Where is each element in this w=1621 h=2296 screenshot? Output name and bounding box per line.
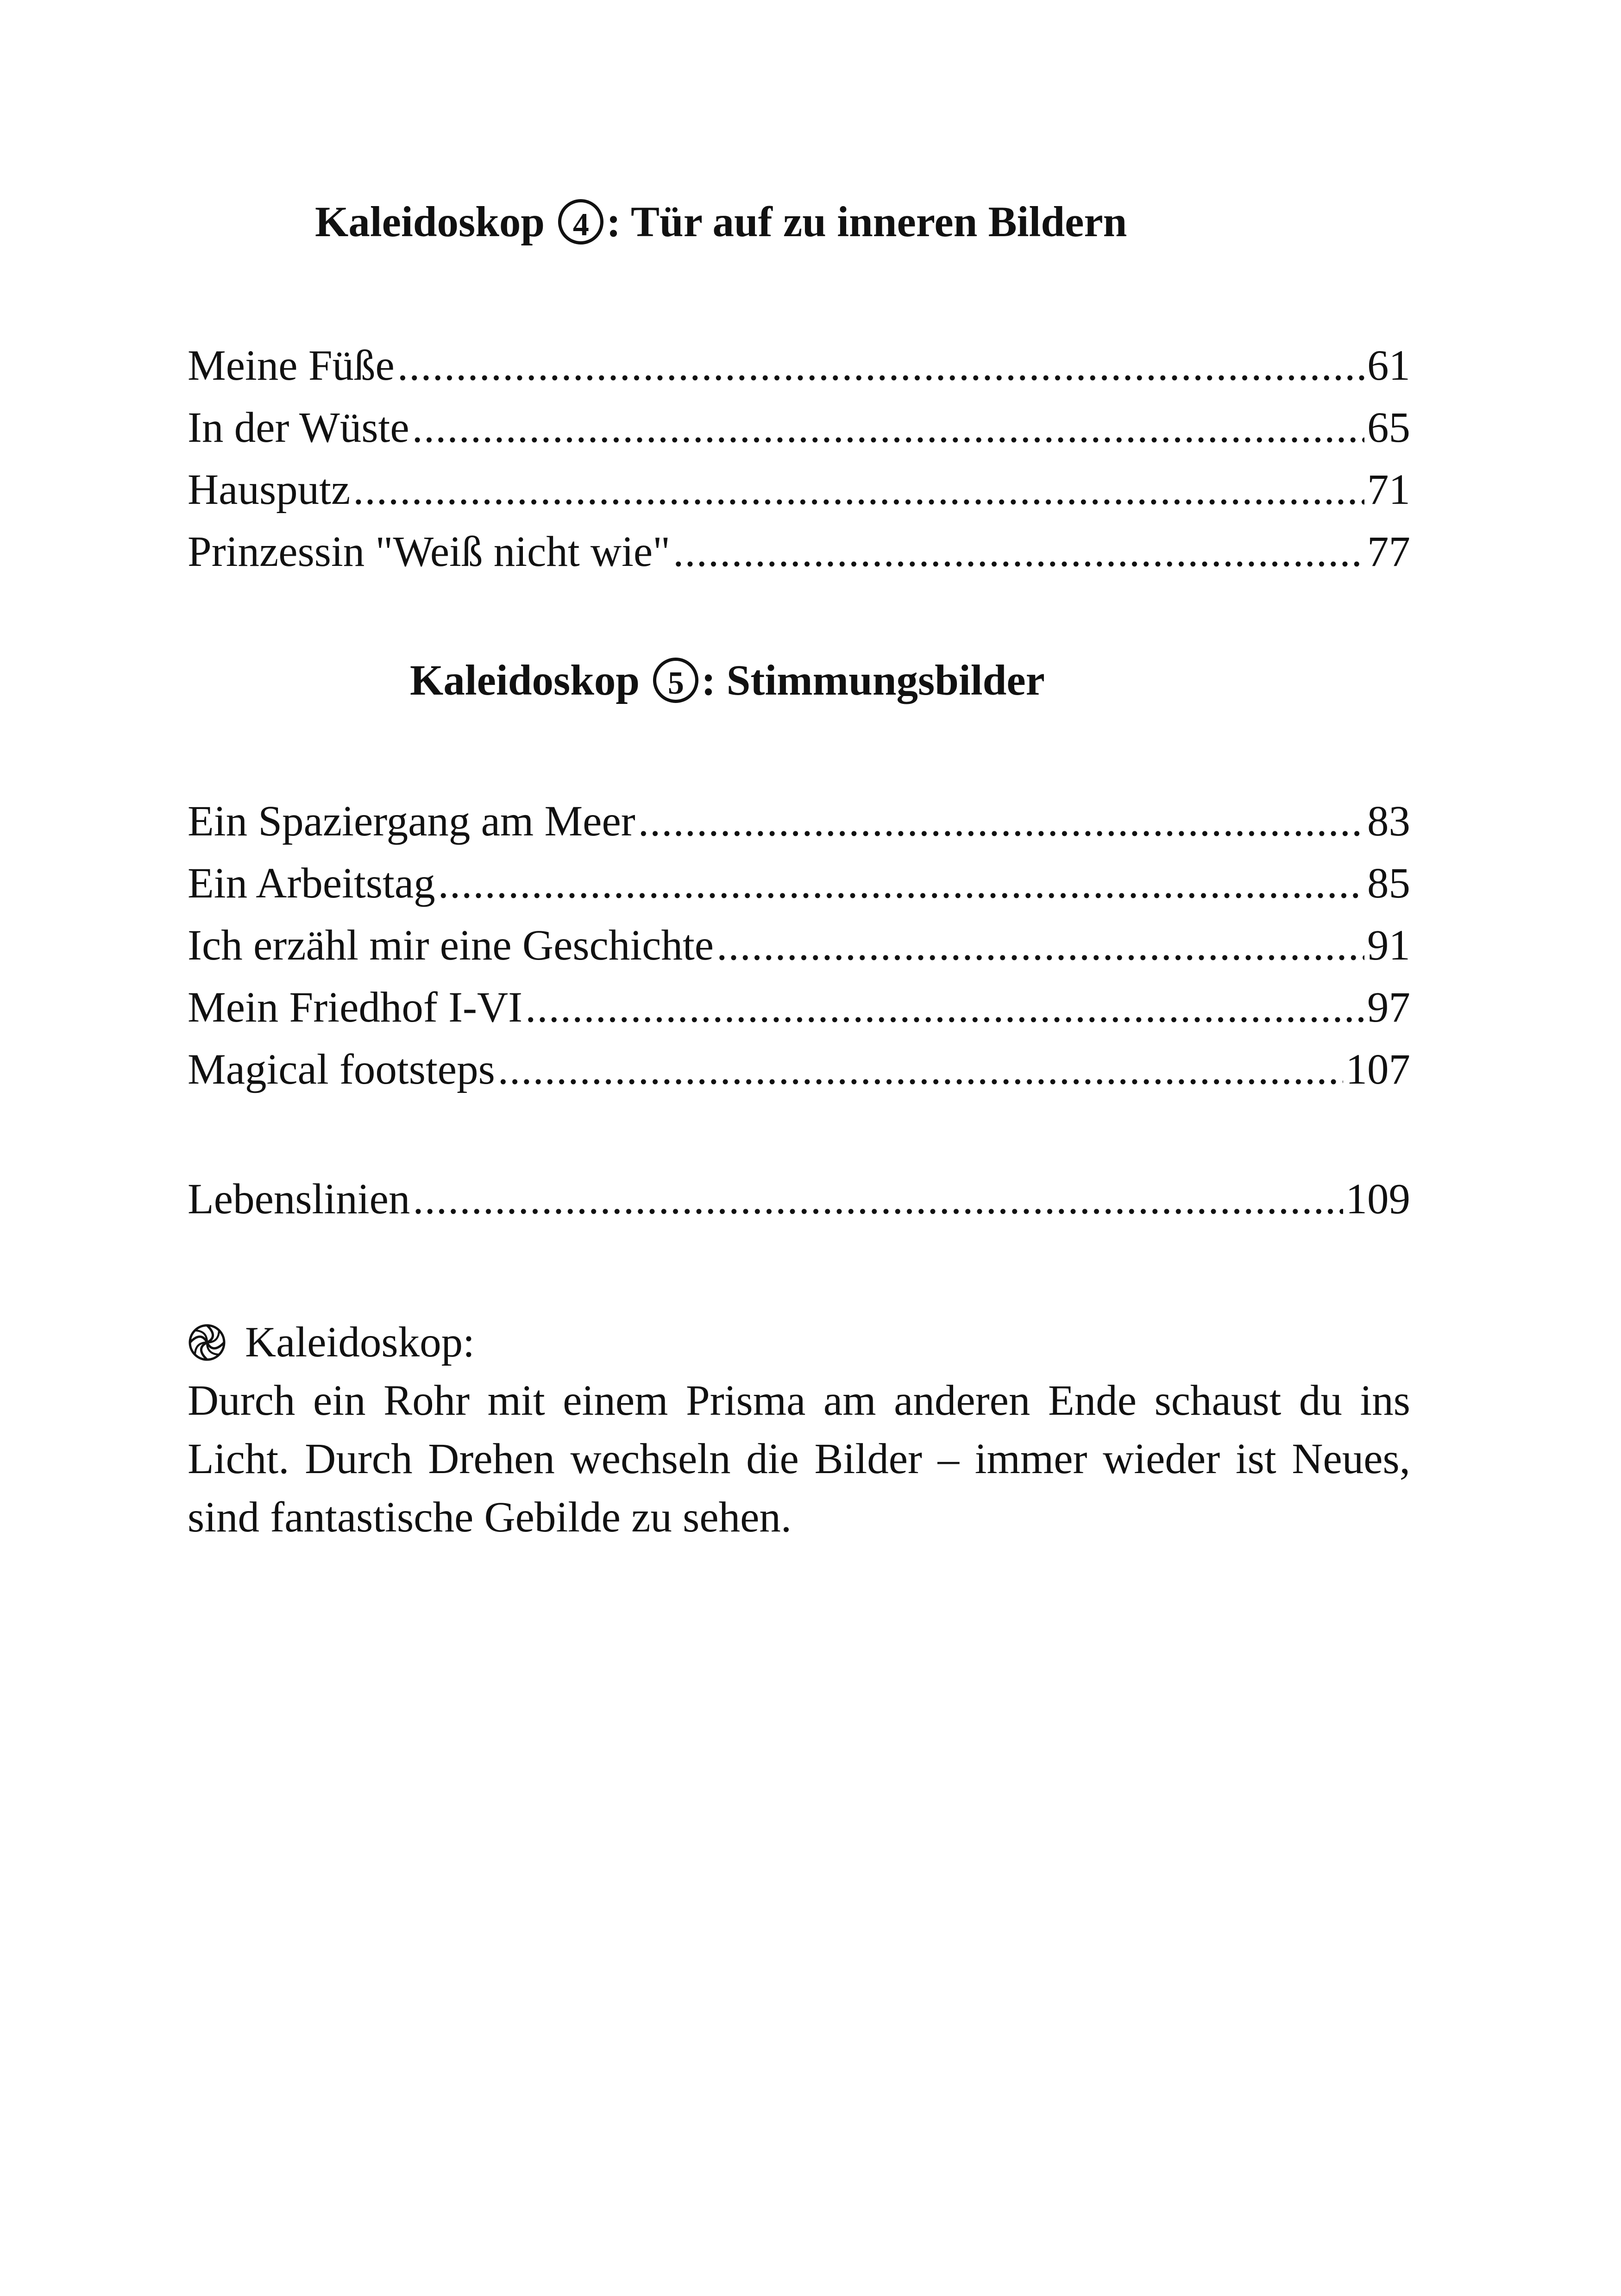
heading-prefix: Kaleidoskop [315, 198, 545, 246]
toc-entry-page: 91 [1367, 922, 1410, 969]
toc-entry[interactable] [188, 853, 1410, 915]
circled-number-4: 4 [558, 199, 603, 245]
toc-entry-title: Ein Spaziergang am Meer [188, 797, 635, 845]
toc-entry-page: 77 [1367, 528, 1410, 576]
toc-entry-title: In der Wüste [188, 404, 409, 452]
toc-entry-title: Ich erzähl mir eine Geschichte [188, 922, 714, 969]
kaleidoscope-icon [188, 1323, 226, 1362]
toc-entry-title: Mein Friedhof I-VI [188, 984, 523, 1031]
toc-entry-title: Meine Füße [188, 342, 395, 389]
note-header [188, 1313, 1410, 1372]
toc-entry-title: Prinzessin "Weiß nicht wie" [188, 528, 671, 576]
toc-entry-page: 109 [1345, 1175, 1410, 1223]
toc-entry[interactable] [188, 521, 1410, 583]
toc-entry[interactable] [188, 790, 1410, 853]
dot-leader [716, 915, 1364, 977]
toc-entry-page: 85 [1367, 859, 1410, 907]
section-heading-kaleidoskop-5 [188, 653, 1410, 709]
dot-leader [525, 977, 1364, 1039]
toc-entry[interactable] [188, 977, 1410, 1039]
dot-leader [353, 459, 1364, 521]
toc-entry-page: 107 [1345, 1046, 1410, 1093]
toc-entry-page: 97 [1367, 984, 1410, 1031]
toc-list-section-5 [188, 790, 1410, 1101]
note-text: Durch ein Rohr mit einem Prisma am anderen Ende schaust du ins Licht. Durch Drehen wechseln die Bilder – immer wieder ist Neues, sind fantastische Gebilde zu sehen. [188, 1377, 1410, 1541]
dot-leader [412, 397, 1364, 459]
note-label: Kaleidoskop: [245, 1318, 475, 1366]
dot-leader [397, 335, 1364, 397]
toc-entry-page: 65 [1367, 404, 1410, 452]
toc-entry-title: Lebenslinien [188, 1175, 410, 1223]
circled-number-5: 5 [653, 658, 698, 703]
heading-prefix: Kaleidoskop [410, 657, 640, 704]
toc-entry[interactable] [188, 915, 1410, 977]
toc-list-standalone [188, 1168, 1410, 1230]
toc-entry-title: Magical footsteps [188, 1046, 495, 1093]
dot-leader [438, 853, 1364, 915]
dot-leader [498, 1039, 1343, 1101]
toc-entry-page: 83 [1367, 797, 1410, 845]
toc-entry-lebenslinien[interactable] [188, 1168, 1410, 1230]
toc-entry-page: 61 [1367, 342, 1410, 389]
toc-entry-title: Ein Arbeitstag [188, 859, 435, 907]
toc-entry-title: Hausputz [188, 466, 351, 514]
dot-leader [413, 1168, 1343, 1230]
toc-entry[interactable] [188, 335, 1410, 397]
heading-suffix: : Stimmungsbilder [701, 657, 1045, 704]
dot-leader [673, 521, 1364, 583]
toc-entry[interactable] [188, 397, 1410, 459]
dot-leader [638, 790, 1364, 853]
toc-entry[interactable] [188, 1039, 1410, 1101]
toc-entry[interactable] [188, 459, 1410, 521]
toc-entry-page: 71 [1367, 466, 1410, 514]
section-heading-kaleidoskop-4 [188, 194, 1410, 250]
heading-suffix: : Tür auf zu inneren Bildern [606, 198, 1127, 246]
toc-list-section-4 [188, 335, 1410, 583]
kaleidoskop-note [188, 1313, 1410, 1547]
